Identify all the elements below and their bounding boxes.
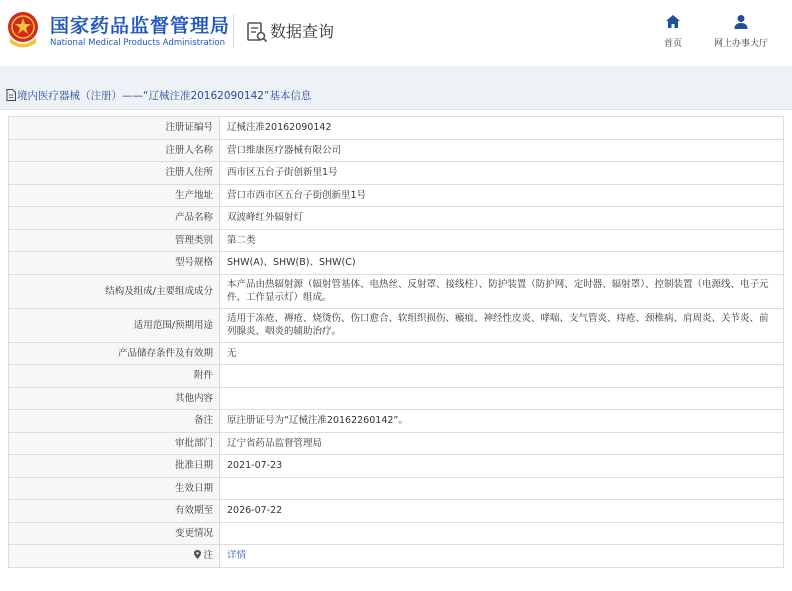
table-row: [9, 207, 784, 230]
row-label: 结构及组成/主要组成成分: [9, 274, 220, 308]
row-label: 附件: [9, 365, 220, 388]
row-value: 西市区五台子街创新里1号: [220, 162, 784, 185]
row-label: 产品名称: [9, 207, 220, 230]
row-value: [220, 522, 784, 545]
row-value: 营口维康医疗器械有限公司: [220, 139, 784, 162]
user-icon: [733, 14, 749, 30]
row-label: 适用范围/预期用途: [9, 308, 220, 342]
location-pin-icon: [194, 550, 201, 559]
header-divider: [233, 14, 234, 48]
row-label: 生产地址: [9, 184, 220, 207]
table-row: [9, 522, 784, 545]
row-label: 其他内容: [9, 387, 220, 410]
table-row: [9, 308, 784, 342]
row-label: 注册证编号: [9, 117, 220, 140]
record-title-bar: [0, 80, 792, 110]
row-value: 辽宁省药品监督管理局: [220, 432, 784, 455]
table-row: [9, 432, 784, 455]
nav-online-service-hall[interactable]: [711, 14, 771, 49]
national-emblem-icon: [6, 10, 40, 48]
row-label: 变更情况: [9, 522, 220, 545]
row-value: 原注册证号为“辽械注准20162260142”。: [220, 410, 784, 433]
row-label: 注册人名称: [9, 139, 220, 162]
row-value: 双波峰红外辐射灯: [220, 207, 784, 230]
table-row: [9, 229, 784, 252]
row-value: [220, 545, 784, 568]
document-search-icon: [246, 21, 268, 43]
row-value: [220, 477, 784, 500]
row-label: 注册人住所: [9, 162, 220, 185]
note-label-text: 注: [203, 550, 213, 562]
row-value: 无: [220, 342, 784, 365]
row-label: 审批部门: [9, 432, 220, 455]
row-value: [220, 387, 784, 410]
header-band: [0, 66, 792, 80]
row-label: 管理类别: [9, 229, 220, 252]
table-row: [9, 162, 784, 185]
row-label: 批准日期: [9, 455, 220, 478]
home-icon: [665, 14, 681, 30]
table-row: [9, 274, 784, 308]
logo-title-en[interactable]: National Medical Products Administration: [50, 38, 225, 48]
row-label: 型号规格: [9, 252, 220, 275]
logo-title-cn[interactable]: 国家药品监督管理局: [50, 15, 231, 37]
row-label: 有效期至: [9, 500, 220, 523]
row-value: 本产品由热辐射源（辐射管基体、电热丝、反射罩、接线柱）、防护装置（防护网、定时器、辐射罩）、控制装置（电源线、电子元件、工作显示灯）组成。: [220, 274, 784, 308]
record-title: 境内医疗器械（注册）——“辽械注准20162090142”基本信息: [17, 90, 312, 102]
table-row: [9, 252, 784, 275]
site-header: [0, 0, 792, 66]
table-row: [9, 342, 784, 365]
table-row: [9, 117, 784, 140]
page-section-title: 数据查询: [270, 22, 335, 41]
row-value: 第二类: [220, 229, 784, 252]
table-row: [9, 387, 784, 410]
table-row: [9, 184, 784, 207]
nav-service-label: 网上办事大厅: [713, 39, 768, 49]
device-info-table: [8, 116, 784, 568]
table-row: [9, 410, 784, 433]
row-value: 辽械注准20162090142: [220, 117, 784, 140]
row-label: 备注: [9, 410, 220, 433]
row-label: 产品储存条件及有效期: [9, 342, 220, 365]
row-value: [220, 365, 784, 388]
row-value: 2021-07-23: [220, 455, 784, 478]
row-value: 营口市西市区五台子街创新里1号: [220, 184, 784, 207]
details-link[interactable]: 详情: [227, 550, 247, 562]
table-row: [9, 477, 784, 500]
row-label-note: [9, 545, 220, 568]
table-row: [9, 139, 784, 162]
nav-home[interactable]: [643, 14, 703, 49]
table-row: [9, 545, 784, 568]
document-icon: [6, 89, 16, 101]
row-value: 2026-07-22: [220, 500, 784, 523]
table-row: [9, 455, 784, 478]
table-row: [9, 500, 784, 523]
nav-home-label: 首页: [663, 39, 682, 49]
row-value: 适用于冻疮、褥疮、烧烫伤、伤口愈合、软组织损伤、瘢痕、神经性皮炎、哮喘、支气管炎、痔疮、颈椎病、肩周炎、关节炎、前列腺炎、咽炎的辅助治疗。: [220, 308, 784, 342]
row-value: SHW(A)、SHW(B)、SHW(C): [220, 252, 784, 275]
row-label: 生效日期: [9, 477, 220, 500]
table-row: [9, 365, 784, 388]
